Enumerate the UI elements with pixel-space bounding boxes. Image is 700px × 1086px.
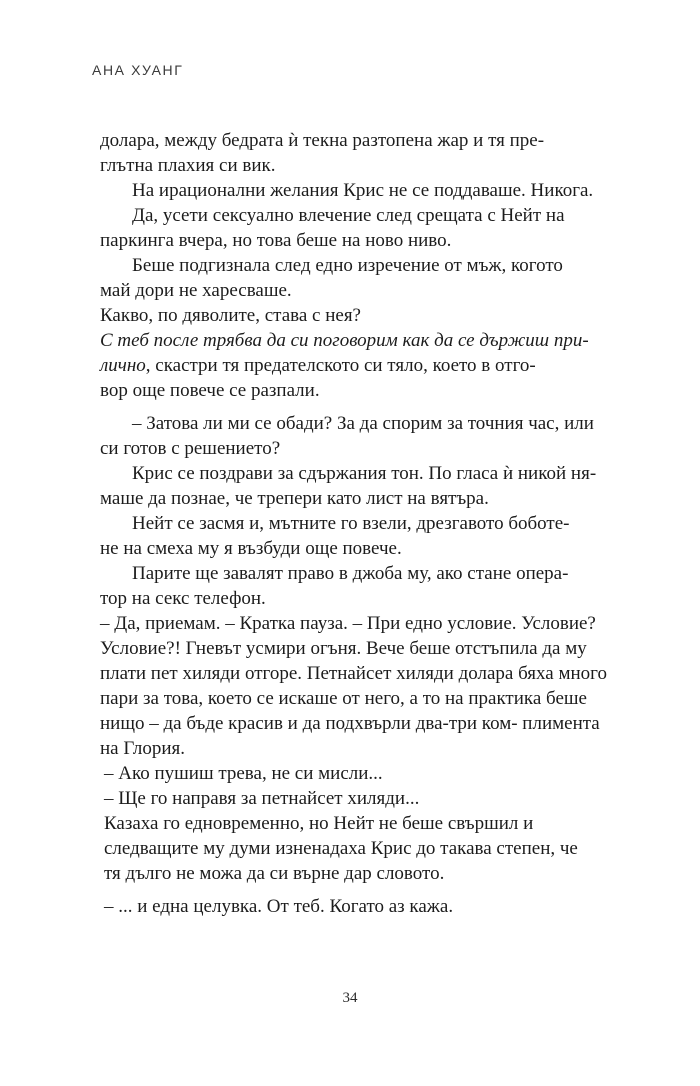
text-line: Нейт се засмя и, мътните го взели, дрезгавото боботе-: [132, 513, 570, 534]
text-line: Крис се поздрави за сдържания тон. По гласа ѝ никой ня-: [132, 463, 597, 484]
text-line: паркинга вчера, но това беше на ново ниво.: [100, 230, 452, 251]
text-line: – Ако пушиш трева, не си мисли...: [104, 763, 383, 784]
line-remainder: , скастри тя предателското си тяло, което в отго-: [145, 355, 536, 376]
text-line: – ... и една целувка. От теб. Когато аз кажа.: [104, 896, 454, 917]
running-head: АНА ХУАНГ: [92, 62, 184, 78]
text-line: маше да познае, че трепери като лист на вятъра.: [100, 488, 489, 509]
text-line: глътна плахия си вик.: [100, 155, 276, 176]
text-line: пари за това, което се искаше от него, а то на практика беше: [100, 688, 587, 709]
page-number: 34: [342, 990, 358, 1006]
text-line: не на смеха му я възбуди още повече.: [100, 538, 402, 559]
text-line: Парите ще завалят право в джоба му, ако стане опера-: [132, 563, 569, 584]
text-line: долара, между бедрата ѝ текна разтопена жар и тя пре-: [100, 130, 545, 151]
text-line: нищо – да бъде красив и да подхвърли два-три ком- плимента: [100, 713, 600, 734]
text-line: Беше подгизнала след едно изречение от мъж, когото: [132, 255, 563, 276]
text-line: Казаха го едновременно, но Нейт не беше свършил и: [104, 813, 534, 834]
text-line: [100, 328, 620, 353]
text-line: плати пет хиляди отгоре. Петнайсет хиляди долара бяха много: [100, 663, 607, 684]
text-line: май дори не харесваше.: [100, 280, 292, 301]
text-line: На ирационални желания Крис не се поддаваше. Никога.: [132, 180, 594, 201]
text-line: тор на секс телефон.: [100, 588, 266, 609]
text-line: Да, усети сексуално влечение след срещата с Нейт на: [132, 205, 565, 226]
text-line: следващите му думи изненадаха Крис до такава степен, че: [104, 838, 578, 859]
text-line: Какво, по дяволите, става с нея?: [100, 305, 361, 326]
text-body: [100, 128, 620, 919]
text-line: – Да, приемам. – Кратка пауза. – При едно условие. Условие?: [100, 613, 596, 634]
text-line: вор още повече се разпали.: [100, 380, 320, 401]
italic-text: С теб после трябва да си поговорим как да се държиш при-: [100, 330, 589, 351]
text-line: на Глория.: [100, 738, 186, 759]
text-line: – Ще го направя за петнайсет хиляди...: [104, 788, 420, 809]
text-line: тя дълго не можа да си върне дар словото.: [104, 863, 445, 884]
text-line: Условие?! Гневът усмири огъня. Вече беше отстъпила да му: [100, 638, 587, 659]
text-line: [100, 353, 620, 378]
text-line: – Затова ли ми се обади? За да спорим за точния час, или: [132, 413, 594, 434]
italic-text: лично: [100, 355, 146, 376]
text-line: си готов с решението?: [100, 438, 281, 459]
